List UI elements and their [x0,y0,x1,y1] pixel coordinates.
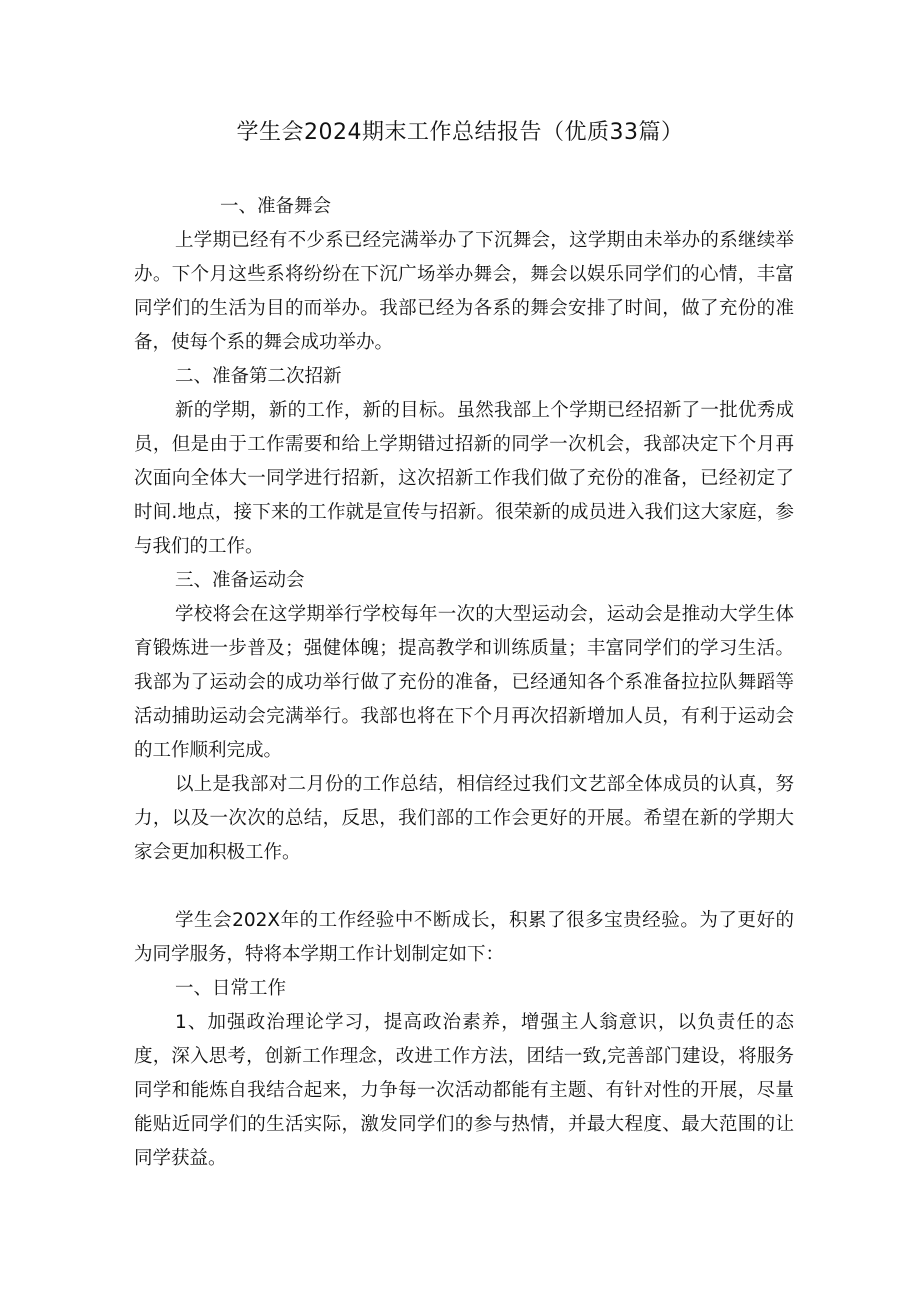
section-paragraph-1: 上学期已经有不少系已经完满举办了下沉舞会，这学期由未举办的系继续举办。下个月这些系将纷纷在下沉广场举办舞会，舞会以娱乐同学们的心情，丰富同学们的生活为目的而举办。我部已经为各系的舞会安排了时间，做了充份的准备，使每个系的舞会成功举办。 [134,230,794,353]
document-title: 学生会2024期末工作总结报告（优质33篇） [236,120,684,145]
section-heading-2: 二、准备第二次招新 [175,366,342,387]
section-spacer [134,870,794,904]
section-paragraph-2: 新的学期，新的工作，新的目标。虽然我部上个学期已经招新了一批优秀成员，但是由于工作需要和给上学期错过招新的同学一次机会，我部决定下个月再次面向全体大一同学进行招新，这次招新工作我们做了充份的准备，已经初定了时间.地点，接下来的工作就是宣传与招新。很荣新的成员进入我们这大家庭，参与我们的工作。 [134,400,794,557]
closing-paragraph: 以上是我部对二月份的工作总结，相信经过我们文艺部全体成员的认真，努力，以及一次次的总结，反思，我们部的工作会更好的开展。希望在新的学期大家会更加积极工作。 [134,774,794,863]
section-paragraph-3: 学校将会在这学期举行学校每年一次的大型运动会，运动会是推动大学生体育锻炼进一步普及；强健体魄；提高教学和训练质量；丰富同学们的学习生活。我部为了运动会的成功举行做了充份的准备，已经通知各个系准备拉拉队舞蹈等活动捕助运动会完满举行。我部也将在下个月再次招新增加人员，有利于运动会的工作顺利完成。 [134,604,794,761]
plan-item-1: 1、加强政治理论学习，提高政治素养，增强主人翁意识，以负责任的态度，深入思考，创新工作理念，改进工作方法，团结一致,完善部门建设，将服务同学和能炼自我结合起来，力争每一次活动都能有主题、有针对性的开展，尽量能贴近同学们的生活实际，激发同学们的参与热情，并最大程度、最大范围的让同学获益。 [134,1012,794,1169]
document-body [134,190,794,1176]
plan-heading-daily-work: 一、日常工作 [175,978,287,999]
section-heading-1: 一、准备舞会 [220,196,332,217]
section-heading-3: 三、准备运动会 [175,570,305,591]
plan-intro-paragraph: 学生会202X年的工作经验中不断成长，积累了很多宝贵经验。为了更好的为同学服务，特将本学期工作计划制定如下： [134,910,794,965]
